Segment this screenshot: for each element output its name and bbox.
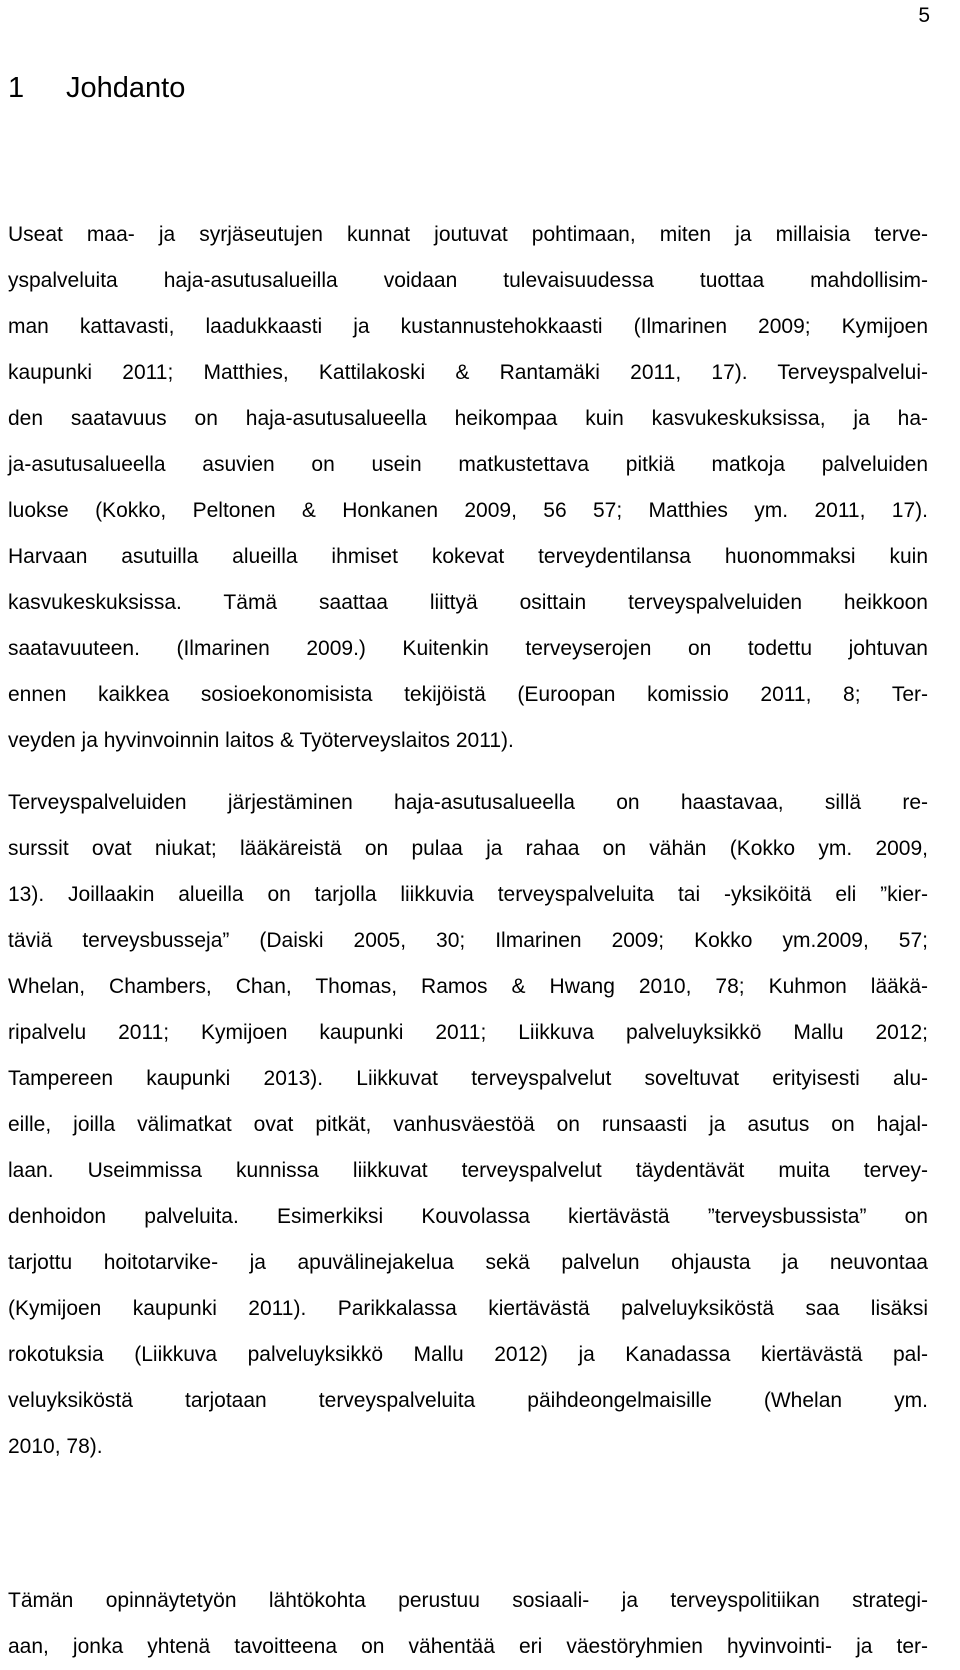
text-line: ja-asutusalueella asuvien on usein matkustettava pitkiä matkoja palveluiden xyxy=(8,453,928,476)
text-line: kaupunki 2011; Matthies, Kattilakoski & Rantamäki 2011, 17). Terveyspalvelui- xyxy=(8,361,928,384)
page-number: 5 xyxy=(918,4,930,27)
text-line: luokse (Kokko, Peltonen & Honkanen 2009, 56 57; Matthies ym. 2011, 17). xyxy=(8,499,928,522)
chapter-heading xyxy=(8,72,185,105)
text-line: tarjottu hoitotarvike- ja apuvälinejakelua sekä palvelun ohjausta ja neuvontaa xyxy=(8,1251,928,1274)
text-line: kasvukeskuksissa. Tämä saattaa liittyä osittain terveyspalveluiden heikkoon xyxy=(8,591,928,614)
text-line: man kattavasti, laadukkaasti ja kustannustehokkaasti (Ilmarinen 2009; Kymijoen xyxy=(8,315,928,338)
text-line: ripalvelu 2011; Kymijoen kaupunki 2011; Liikkuva palveluyksikkö Mallu 2012; xyxy=(8,1021,928,1044)
text-line: laan. Useimmissa kunnissa liikkuvat terveyspalvelut täydentävät muita tervey- xyxy=(8,1159,928,1182)
text-line: 13). Joillaakin alueilla on tarjolla liikkuvia terveyspalveluita tai -yksiköitä eli ”kier- xyxy=(8,883,928,906)
text-line: surssit ovat niukat; lääkäreistä on pulaa ja rahaa on vähän (Kokko ym. 2009, xyxy=(8,837,928,860)
paragraph-1 xyxy=(8,212,928,764)
text-line: veyden ja hyvinvoinnin laitos & Työterveyslaitos 2011). xyxy=(8,729,514,752)
paragraph-2 xyxy=(8,780,928,1470)
text-line: aan, jonka yhtenä tavoitteena on vähentää eri väestöryhmien hyvinvointi- ja ter- xyxy=(8,1635,928,1658)
text-line: täviä terveysbusseja” (Daiski 2005, 30; Ilmarinen 2009; Kokko ym.2009, 57; xyxy=(8,929,928,952)
text-line: Harvaan asutuilla alueilla ihmiset kokevat terveydentilansa huonommaksi kuin xyxy=(8,545,928,568)
text-line: Terveyspalveluiden järjestäminen haja-asutusalueella on haastavaa, sillä re- xyxy=(8,791,928,814)
text-line: yspalveluita haja-asutusalueilla voidaan tulevaisuudessa tuottaa mahdollisim- xyxy=(8,269,928,292)
text-line: Tampereen kaupunki 2013). Liikkuvat terveyspalvelut soveltuvat erityisesti alu- xyxy=(8,1067,928,1090)
text-line: Tämän opinnäytetyön lähtökohta perustuu sosiaali- ja terveyspolitiikan strategi- xyxy=(8,1589,928,1612)
text-line: denhoidon palveluita. Esimerkiksi Kouvolassa kiertävästä ”terveysbussista” on xyxy=(8,1205,928,1228)
text-line: 2010, 78). xyxy=(8,1435,103,1458)
chapter-number: 1 xyxy=(8,72,25,104)
text-line: Useat maa- ja syrjäseutujen kunnat joutuvat pohtimaan, miten ja millaisia terve- xyxy=(8,223,928,246)
text-line: ennen kaikkea sosioekonomisista tekijöistä (Euroopan komissio 2011, 8; Ter- xyxy=(8,683,928,706)
text-line: den saatavuus on haja-asutusalueella heikompaa kuin kasvukeskuksissa, ja ha- xyxy=(8,407,928,430)
text-line: (Kymijoen kaupunki 2011). Parikkalassa kiertävästä palveluyksiköstä saa lisäksi xyxy=(8,1297,928,1320)
text-line: eille, joilla välimatkat ovat pitkät, vanhusväestöä on runsaasti ja asutus on hajal- xyxy=(8,1113,928,1136)
text-line: saatavuuteen. (Ilmarinen 2009.) Kuitenkin terveyserojen on todettu johtuvan xyxy=(8,637,928,660)
text-line: veluyksiköstä tarjotaan terveyspalveluita päihdeongelmaisille (Whelan ym. xyxy=(8,1389,928,1412)
paragraph-3 xyxy=(8,1578,928,1670)
text-line: Whelan, Chambers, Chan, Thomas, Ramos & Hwang 2010, 78; Kuhmon lääkä- xyxy=(8,975,928,998)
chapter-title: Johdanto xyxy=(66,72,186,104)
text-line: rokotuksia (Liikkuva palveluyksikkö Mallu 2012) ja Kanadassa kiertävästä pal- xyxy=(8,1343,928,1366)
